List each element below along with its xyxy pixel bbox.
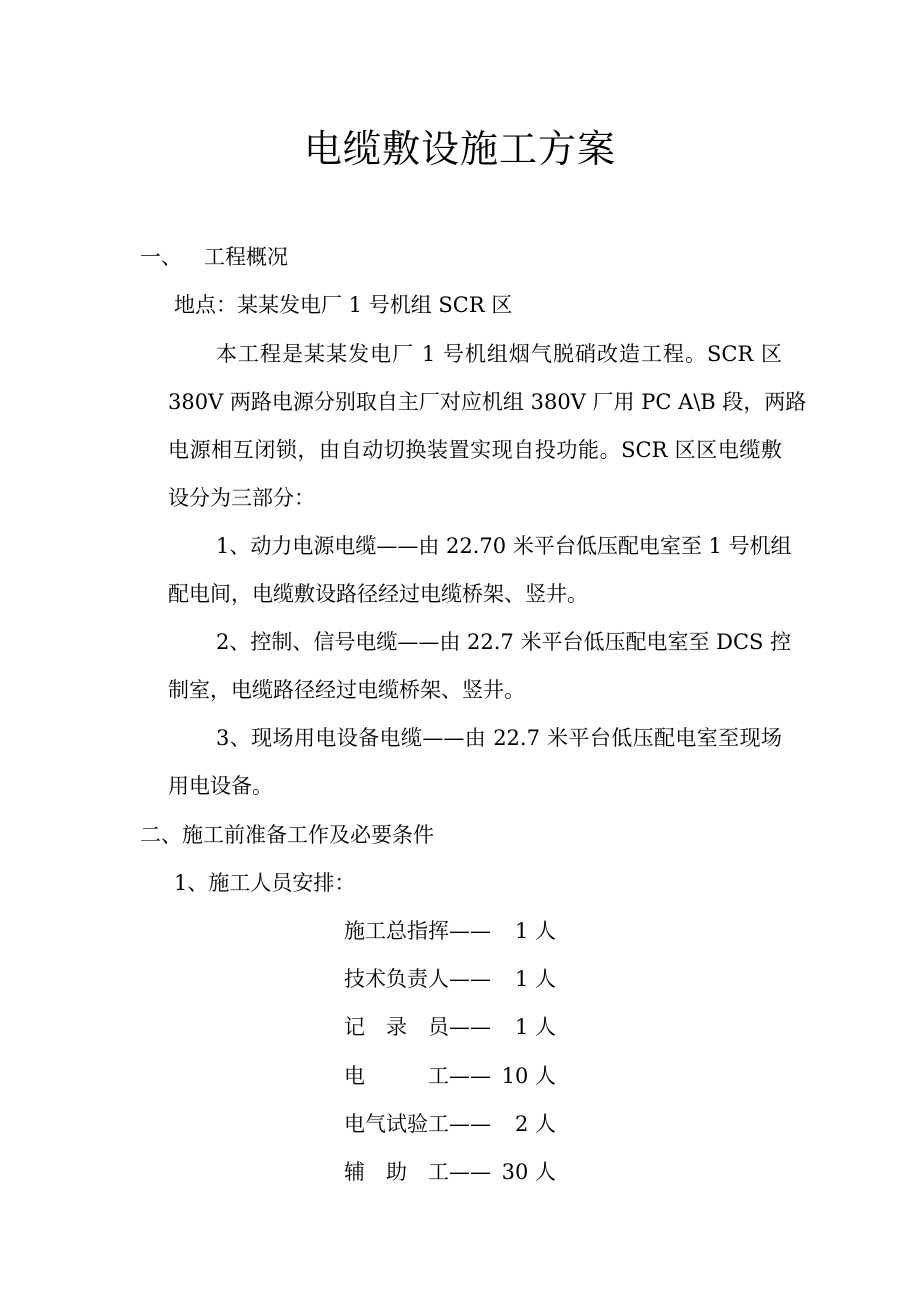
overview-paragraph-line: 电源相互闭锁，由自动切换装置实现自投功能。SCR 区区电缆敷	[168, 438, 782, 462]
staff-count: 2 人	[514, 1112, 556, 1136]
cable-item-2-line: 2、控制、信号电缆——由 22.7 米平台低压配电室至 DCS 控	[216, 630, 792, 654]
staffing-subheading: 1、施工人员安排：	[174, 871, 356, 895]
staff-row	[344, 1157, 564, 1187]
overview-paragraph-line: 本工程是某某发电厂 1 号机组烟气脱硝改造工程。SCR 区	[216, 342, 782, 366]
cable-item-2-line: 制室，电缆路径经过电缆桥架、竖井。	[168, 678, 525, 702]
staff-role: 电气试验工——	[344, 1112, 491, 1136]
cable-item-1-line: 配电间，电缆敷设路径经过电缆桥架、竖井。	[168, 582, 588, 606]
staff-role: 施工总指挥——	[344, 919, 491, 943]
cable-item-1-line: 1、动力电源电缆——由 22.70 米平台低压配电室至 1 号机组	[216, 534, 792, 558]
staff-count: 1 人	[514, 1015, 556, 1039]
staff-row	[344, 1012, 564, 1042]
cable-item-3-line: 3、现场用电设备电缆——由 22.7 米平台低压配电室至现场	[216, 726, 782, 750]
section1-heading: 工程概况	[204, 245, 288, 269]
overview-paragraph-line: 380V 两路电源分别取自主厂对应机组 380V 厂用 PC A\B 段，两路	[168, 390, 807, 414]
staff-count: 10 人	[501, 1064, 556, 1088]
staff-count: 1 人	[514, 919, 556, 943]
cable-item-3-line: 用电设备。	[168, 774, 273, 798]
overview-paragraph-line: 设分为三部分：	[168, 486, 315, 510]
section1-heading-number: 一、	[140, 245, 182, 269]
staff-role: 电 工——	[344, 1064, 491, 1088]
staff-role: 记 录 员——	[344, 1015, 491, 1039]
staff-row	[344, 916, 564, 946]
staff-count: 1 人	[514, 967, 556, 991]
section2-heading: 二、施工前准备工作及必要条件	[140, 823, 434, 847]
staff-row	[344, 1109, 564, 1139]
staff-role: 辅 助 工——	[344, 1160, 491, 1184]
staff-count: 30 人	[501, 1160, 556, 1184]
staff-row	[344, 1061, 564, 1091]
location-line: 地点：某某发电厂 1 号机组 SCR 区	[174, 293, 513, 317]
document-title: 电缆敷设施工方案	[303, 127, 616, 171]
staff-role: 技术负责人——	[344, 967, 491, 991]
staff-row	[344, 964, 564, 994]
